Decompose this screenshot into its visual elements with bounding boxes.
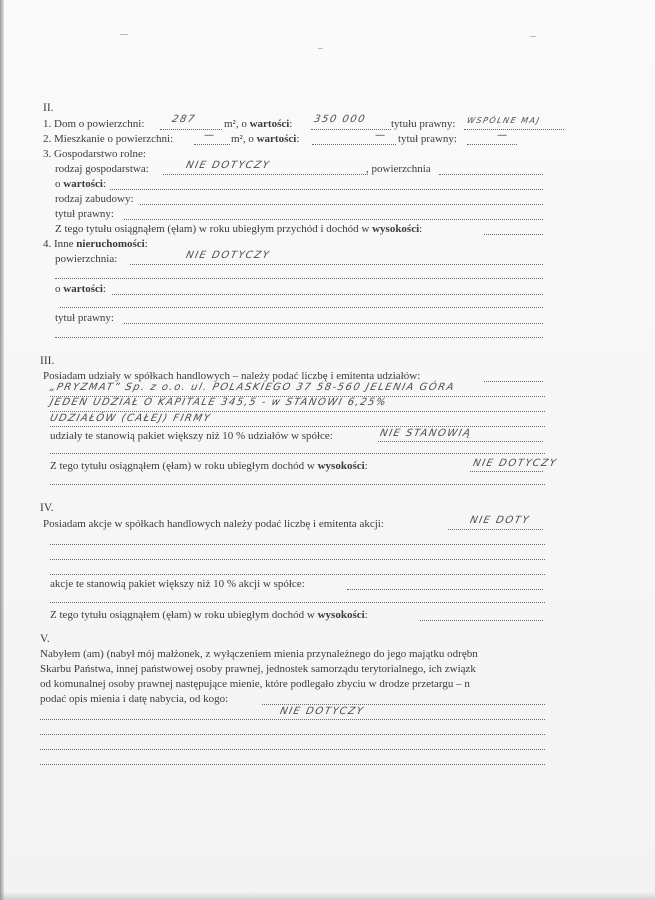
acquired-paragraph-1: Nabyłem (am) (nabył mój małżonek, z wyłączeniem mienia przynależnego do jego majątku odrębn xyxy=(40,648,478,660)
house-title-dots xyxy=(464,129,564,130)
farm-title-dots xyxy=(124,219,543,220)
acquired-dots-3 xyxy=(40,734,545,735)
house-title-label: tytułu prawny: xyxy=(391,118,456,130)
flat-value-hw: — xyxy=(373,130,388,141)
flat-area-dots xyxy=(194,144,230,145)
section-3-header: III. xyxy=(40,355,55,367)
acquired-dots-4 xyxy=(40,749,545,750)
scan-speck xyxy=(318,48,323,49)
farm-value-dots xyxy=(110,189,543,190)
shares-dots xyxy=(484,381,543,382)
section-2-header: II. xyxy=(43,102,54,114)
shares-income-dots-2 xyxy=(50,484,545,485)
house-title-hw: WSPÓLNE MAJ xyxy=(466,116,542,125)
other-title-dots xyxy=(124,323,543,324)
other-area-hw: NIE DOTYCZY xyxy=(184,250,272,261)
acquired-dots-1 xyxy=(262,704,545,705)
acquired-paragraph-2: Skarbu Państwa, innej państwowej osoby prawnej, jednostek samorządu terytorialnego, ich związk xyxy=(40,663,476,675)
farm-type-label: rodzaj gospodarstwa: xyxy=(55,163,149,175)
flat-title-hw: — xyxy=(495,130,510,141)
other-title-dots-2 xyxy=(55,337,543,338)
stocks-dots-3 xyxy=(50,559,545,560)
flat-unit: m², o wartości: xyxy=(231,133,300,145)
other-value-label: o wartości: xyxy=(55,283,107,295)
stocks-income-dots xyxy=(420,620,543,621)
stocks-income-line: Z tego tytułu osiągnąłem (ęłam) w roku ubiegłym dochód w wysokości: xyxy=(50,609,368,621)
shares-stake-dots xyxy=(378,441,543,442)
farm-build-label: rodzaj zabudowy: xyxy=(55,193,134,205)
other-area-dots-2 xyxy=(55,278,543,279)
shares-stake-hw: NIE STANOWIĄ xyxy=(378,428,473,439)
shares-line: Posiadam udziały w spółkach handlowych – należy podać liczbę i emitenta udziałów: xyxy=(43,370,421,382)
acquired-paragraph-3: od komunalnej osoby prawnej następujące mienie, które podlegało zbyciu w drodze przetargu – n xyxy=(40,678,470,690)
other-value-dots xyxy=(112,294,543,295)
farm-area-dots xyxy=(439,174,543,175)
house-area-hw: 287 xyxy=(170,114,197,125)
shares-hw-3: UDZIAŁÓW (CAŁEJ) FIRMY xyxy=(48,413,213,424)
farm-income-dots xyxy=(484,234,543,235)
flat-area-hw: — xyxy=(202,130,217,141)
flat-value-dots xyxy=(312,144,396,145)
page-edge-shadow xyxy=(0,0,4,900)
other-area-dots xyxy=(130,264,543,265)
farm-type-dots xyxy=(163,174,368,175)
stocks-stake-label: akcje te stanowią pakiet większy niż 10 % akcji w spółce: xyxy=(50,578,305,590)
stocks-dots-4 xyxy=(50,574,545,575)
section-5-header: V. xyxy=(40,633,50,645)
page-bottom-shadow xyxy=(0,892,655,900)
other-property-line: 4. Inne nieruchomości: xyxy=(43,238,148,250)
farm-value-label: o wartości: xyxy=(55,178,107,190)
farm-type-hw: NIE DOTYCZY xyxy=(184,160,272,171)
other-title-label: tytuł prawny: xyxy=(55,312,114,324)
shares-income-dots xyxy=(470,471,543,472)
shares-hw-dots-3 xyxy=(50,426,545,427)
acquired-dots-5 xyxy=(40,764,545,765)
stocks-line: Posiadam akcje w spółkach handlowych należy podać liczbę i emitenta akcji: xyxy=(43,518,384,530)
flat-line: 2. Mieszkanie o powierzchni: xyxy=(43,133,174,145)
stocks-stake-dots-2 xyxy=(50,602,545,603)
flat-title-label: tytuł prawny: xyxy=(398,133,457,145)
stocks-hw: NIE DOTY xyxy=(468,515,531,526)
scan-speck xyxy=(120,34,128,35)
house-unit: m², o wartości: xyxy=(224,118,293,130)
shares-hw-dots-2 xyxy=(50,411,545,412)
stocks-stake-dots xyxy=(347,589,543,590)
shares-stake-label: udziały te stanowią pakiet większy niż 10 % udziałów w spółce: xyxy=(50,430,333,442)
scan-speck xyxy=(530,36,536,37)
farm-area-label: , powierzchnia xyxy=(366,163,431,175)
stocks-dots xyxy=(448,529,543,530)
stocks-dots-2 xyxy=(50,544,545,545)
shares-income-line: Z tego tytułu osiągnąłem (ęłam) w roku ubiegłym dochód w wysokości: xyxy=(50,460,368,472)
house-value-hw: 350 000 xyxy=(312,114,368,125)
farm-line: 3. Gospodarstwo rolne: xyxy=(43,148,146,160)
farm-title-label: tytuł prawny: xyxy=(55,208,114,220)
shares-hw-1: „PRYZMAT” Sp. z o.o. ul. POLASKIEGO 37 58-560 JELENIA GÓRA xyxy=(48,382,457,393)
other-area-label: powierzchnia: xyxy=(55,253,118,265)
acquired-paragraph-4: podać opis mienia i datę nabycia, od kogo: xyxy=(40,693,229,705)
other-value-dots-2 xyxy=(60,307,543,308)
farm-income-line: Z tego tytułu osiągnąłem (ęłam) w roku ubiegłym przychód i dochód w wysokości: xyxy=(55,223,423,235)
acquired-dots-2 xyxy=(40,719,545,720)
section-4-header: IV. xyxy=(40,502,54,514)
flat-title-dots xyxy=(467,144,517,145)
house-line: 1. Dom o powierzchni: xyxy=(43,118,145,130)
shares-income-hw: NIE DOTYCZY xyxy=(471,458,559,469)
farm-build-dots xyxy=(140,204,543,205)
shares-stake-dots-2 xyxy=(50,453,545,454)
shares-hw-2: JEDEN UDZIAŁ O KAPITALE 345,5 - w STANOWI 6,25% xyxy=(48,397,389,408)
acquired-hw: NIE DOTYCZY xyxy=(278,706,366,717)
